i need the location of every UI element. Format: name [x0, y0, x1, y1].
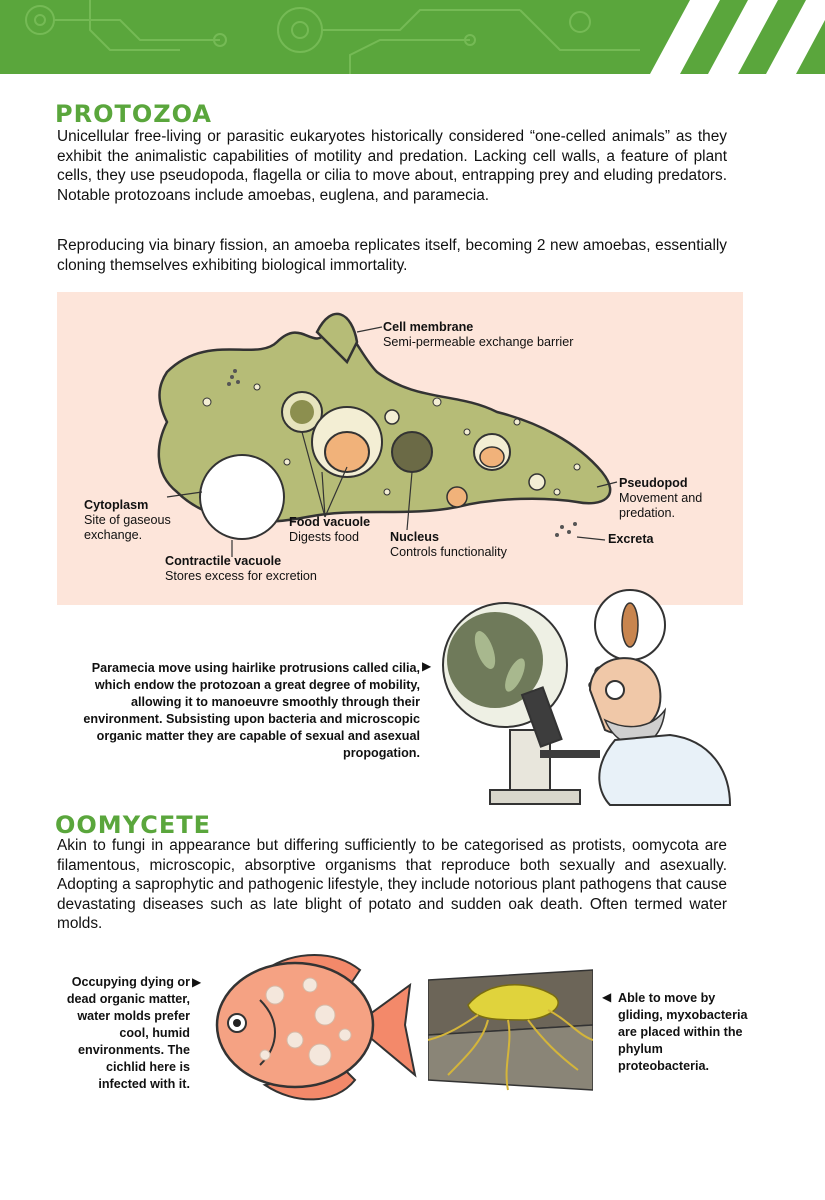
myxobacteria-illustration [428, 965, 593, 1095]
label-food-vacuole [289, 515, 370, 545]
protozoa-paragraph-1: Unicellular free-living or parasitic eukaryotes historically considered “one-celled animals” as they exhibit the animalistic capabilities of motility and predation. Lacking cell walls, a feature of plant cells, they use pseudopoda, flagella or cilia to move about, entrapping prey and eluding predators. Notable protozoans include amoebas, euglena, and paramecia. [57, 128, 727, 204]
label-nucleus-title: Nucleus [390, 530, 439, 544]
label-food-vacuole-title: Food vacuole [289, 515, 371, 529]
label-cell-membrane [383, 320, 573, 350]
label-contractile-vacuole [165, 554, 317, 584]
arrow-right-icon: ▶ [192, 975, 202, 989]
label-nucleus [390, 530, 507, 560]
label-contractile-vacuole-title: Contractile vacuole [165, 554, 282, 568]
cichlid-fish-illustration [205, 945, 420, 1105]
label-cell-membrane-title: Cell membrane [383, 320, 474, 334]
paramecia-caption [80, 660, 420, 762]
top-banner [0, 0, 825, 74]
label-food-vacuole-desc: Digests food [289, 530, 360, 544]
scientist-microscope-illustration [440, 580, 740, 820]
oomycete-heading: OOMYCETE [55, 811, 211, 839]
label-nucleus-desc: Controls functionality [390, 545, 507, 559]
fish-caption-text: Occupying dying or dead organic matter, water molds prefer cool, humid environments. The cichlid here is infected with it. [66, 975, 190, 1091]
myxobacteria-caption [618, 990, 748, 1075]
label-cytoplasm-title: Cytoplasm [84, 498, 149, 512]
label-contractile-vacuole-desc: Stores excess for excretion [165, 569, 317, 583]
label-pseudopod-title: Pseudopod [619, 476, 688, 490]
label-pseudopod-desc: Movement and predation. [619, 491, 703, 520]
label-excreta-title: Excreta [608, 532, 654, 546]
arrow-left-icon: ◀ [602, 990, 612, 1004]
label-cytoplasm-desc: Site of gaseous exchange. [84, 513, 171, 542]
fish-caption [60, 974, 190, 1093]
label-cell-membrane-desc: Semi-permeable exchange barrier [383, 335, 574, 349]
amoeba-diagram-panel [57, 292, 743, 605]
myxobacteria-caption-text: Able to move by gliding, myxobacteria are placed within the phylum proteobacteria. [618, 991, 748, 1073]
label-excreta [608, 532, 654, 547]
label-cytoplasm [84, 498, 179, 543]
arrow-right-icon: ▶ [422, 659, 432, 673]
protozoa-heading: PROTOZOA [55, 100, 212, 128]
protozoa-paragraph-2: Reproducing via binary fission, an amoeba replicates itself, becoming 2 new amoebas, essentially cloning themselves exhibiting biological immortality. [57, 237, 727, 274]
label-pseudopod [619, 476, 729, 521]
paramecia-caption-text: Paramecia move using hairlike protrusions called cilia, which endow the protozoan a great degree of mobility, allowing it to manoeuvre smoothly through their environment. Subsisting upon bacteria and microscopic organic matter they are capable of sexual and asexual propogation. [83, 661, 420, 760]
oomycete-paragraph: Akin to fungi in appearance but differing sufficiently to be categorised as protists, oomycota are filamentous, microscopic, absorptive organisms that reproduce both sexually and asexually. Adopting a saprophytic and pathogenic lifestyle, they include notorious plant pathogens that cause devastating diseases such as late blight of potato and sudden oak death. Often termed water molds. [57, 837, 727, 932]
